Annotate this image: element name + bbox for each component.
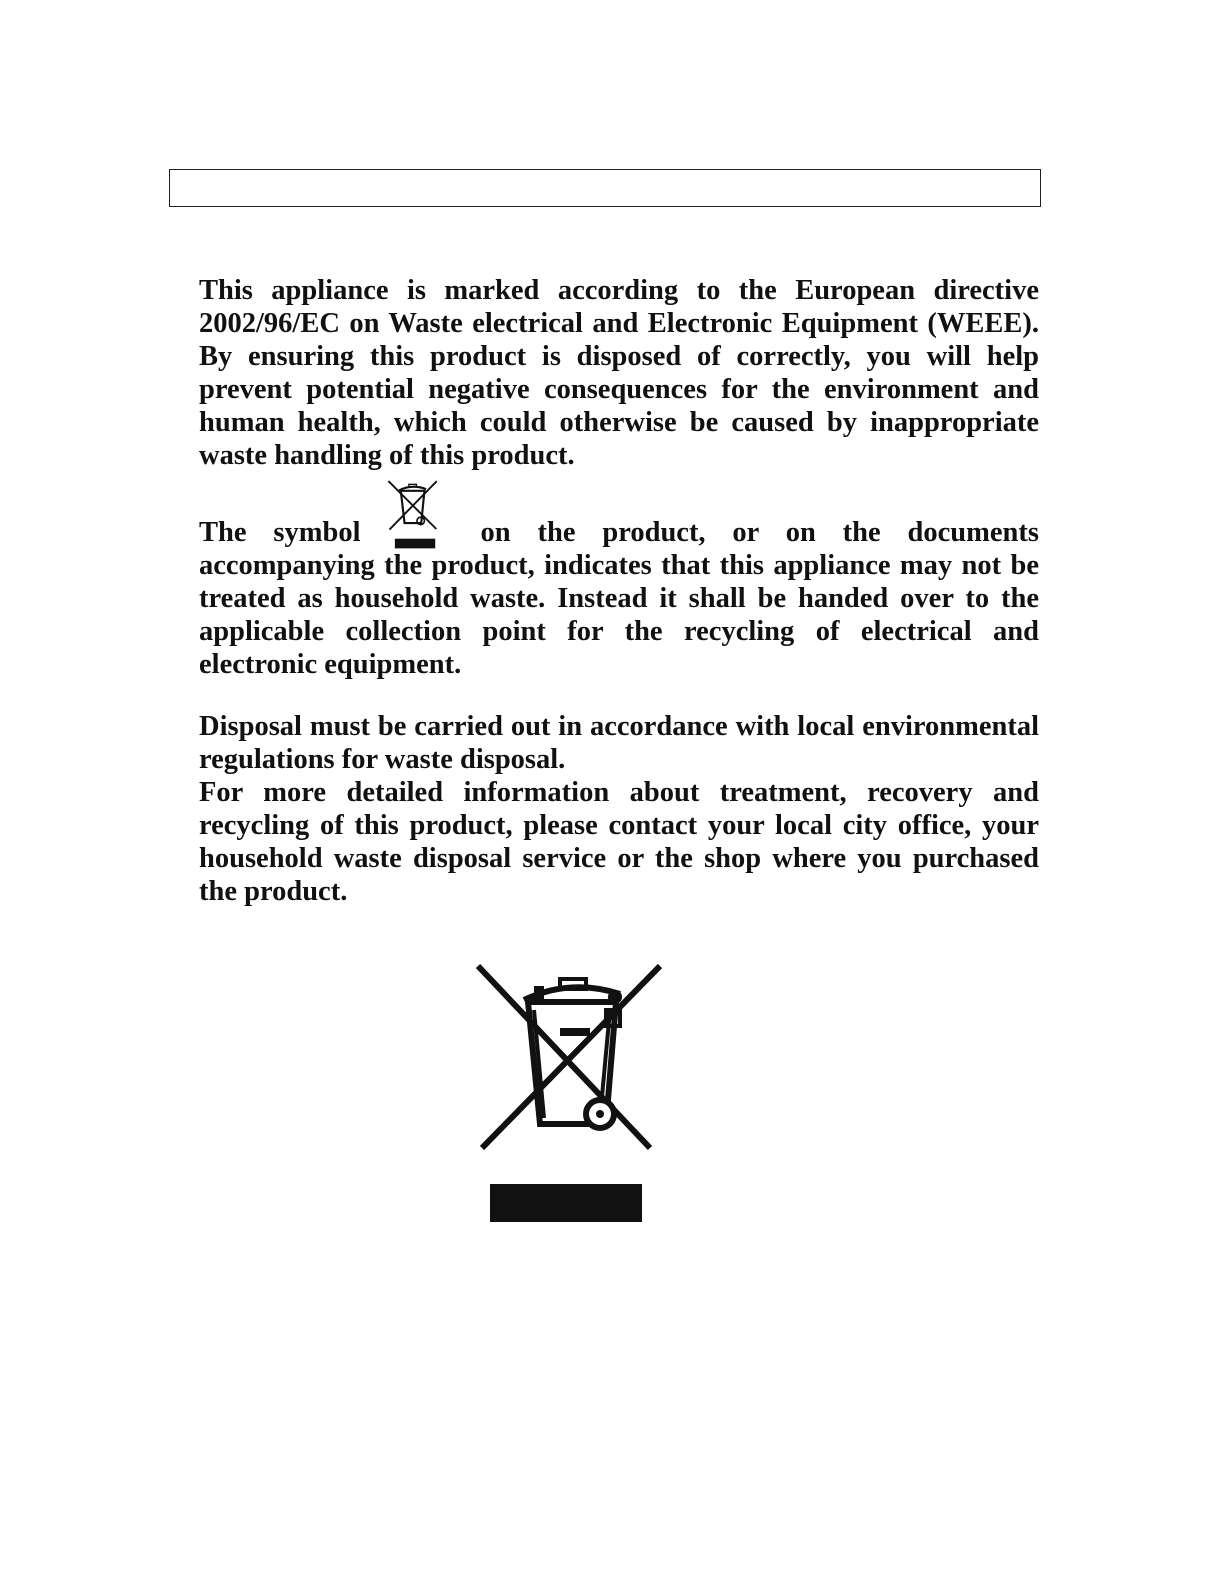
- symbol-lead-text: The symbol: [199, 517, 361, 548]
- more-information-paragraph: For more detailed information about treatment, recovery and recycling of this product, please contact your local city office, your household waste disposal service or the shop where you purchased the product.: [199, 777, 1039, 907]
- symbol-explanation-paragraph: [199, 516, 1039, 681]
- symbol-explanation-text: on the product, or on the documents accompanying the product, indicates that this appliance may not be treated as household waste. Instead it shall be handed over to the applicable collection point for the recycling of electrical and electronic equipment.: [199, 517, 1039, 680]
- weee-small-icon-svg: [385, 480, 437, 550]
- disposal-regulations-paragraph: Disposal must be carried out in accordance with local environmental regulations for waste disposal.: [199, 711, 1039, 775]
- weee-large-symbol: [474, 962, 664, 1231]
- weee-directive-paragraph: This appliance is marked according to the European directive 2002/96/EC on Waste electrical and Electronic Equipment (WEEE). By ensuring this product is disposed of correctly, you will help prevent potential negative consequences for the environment and human health, which could otherwise be caused by inappropriate waste handling of this product.: [199, 275, 1039, 471]
- weee-small-icon: [361, 516, 481, 549]
- header-box: [169, 169, 1041, 207]
- weee-crossed-bin-icon: [474, 962, 664, 1226]
